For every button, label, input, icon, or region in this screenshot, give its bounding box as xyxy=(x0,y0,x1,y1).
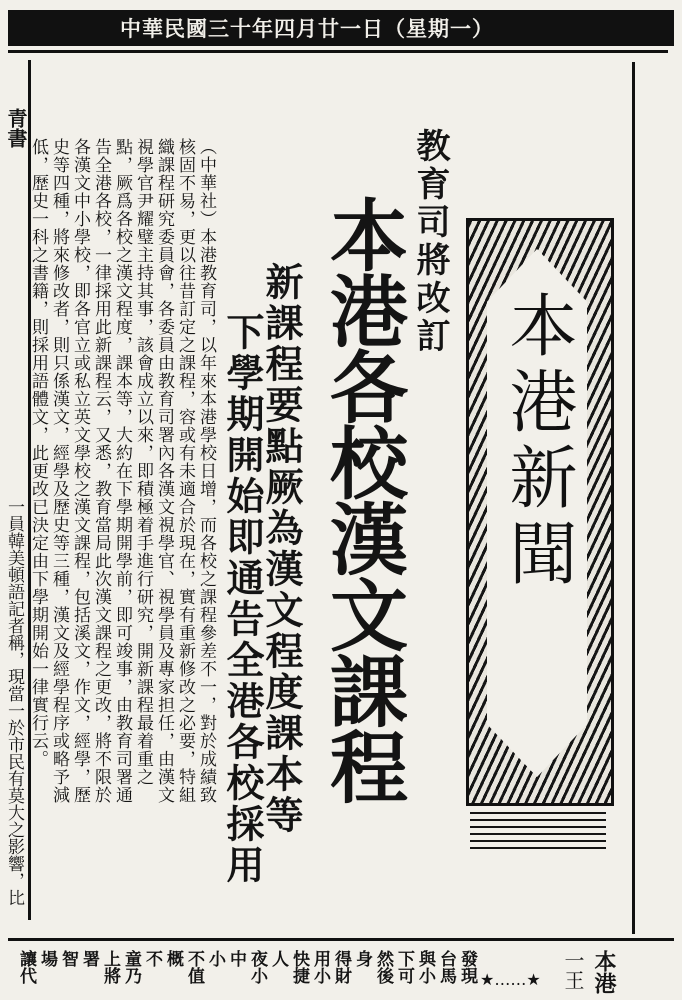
left-column-fragment-top: 青書 xyxy=(4,108,28,148)
date-line: 中華民國三十年四月廿一日（星期一） xyxy=(120,16,494,41)
article-subhead-2: 下學期開始即通告全港各校採用 xyxy=(220,312,265,886)
bottom-star-ornament: ★……★ xyxy=(480,970,541,989)
article-subhead-1: 新課程要點厥為漢文程度課本等 xyxy=(259,262,304,836)
date-header-bar xyxy=(8,10,674,46)
bottom-column-fragment: 概 xyxy=(163,950,183,967)
masthead-title: 本港新聞 xyxy=(498,290,577,594)
bottom-column-fragment: 讓代 xyxy=(16,950,36,984)
bottom-column-fragment: 下可 xyxy=(394,950,414,984)
bottom-column-fragment: 身 xyxy=(352,950,372,967)
bottom-column-fragment: 署 xyxy=(79,950,99,967)
bottom-column-fragment: 中 xyxy=(226,950,246,967)
bottom-column-fragment: 不值 xyxy=(184,950,204,984)
bottom-column-fragment: 童乃 xyxy=(121,950,141,984)
bottom-column-fragment: 智 xyxy=(58,950,78,967)
header-rule xyxy=(8,50,668,53)
article-body: （中華社）本港教育司，以年來本港學校日增，而各校之課程參差不一，對於成績致核固不易，更以往昔訂定之課程，容或有未適合於現在，實有重新修改之必要，特組織課程研究委員會，各委員由教育司署內各漢文視學官、視學員及專家担任，由漢文視學官尹耀璧主持其事，該會成立以來，即積極着手進行研究，開新課程最着重之點，厥爲各校之漢文程度，課本等，大約在下學期開學前，即可竣事，由教育司署通告全港各校，一律採用此新課程云，又悉，教育當局此次漢文課程之更改，將不限於各漢文中小學校，即各官立或私立英文學校之漢文課程，包括溪文，作文，經學，歷史等四種，將來修改者，則只係漢文，經學及歷史等三種，漢文及經學程序或略予減低，歷史一科之書籍，則採用語體文，此更改已決定由下學期開始一律實行云。 xyxy=(28,138,216,804)
bottom-column-fragment: 夜小 xyxy=(247,950,267,984)
left-column-fragment-bottom: 一員韓美頓語記者稱，現當一於市民有莫大之影響，比 xyxy=(4,498,24,906)
bottom-column-fragment: 發現 xyxy=(457,950,477,984)
bottom-column-fragment: 快捷 xyxy=(289,950,309,984)
bottom-column-fragment: 場 xyxy=(37,950,57,967)
bottom-column-fragment: 不 xyxy=(142,950,162,967)
bottom-column-fragment: 上將 xyxy=(100,950,120,984)
bottom-column-fragment: 然後 xyxy=(373,950,393,984)
article-headline: 本港各校漢文課程 xyxy=(317,195,408,803)
article-kicker: 教育司將改訂 xyxy=(410,128,450,356)
bottom-section-title: 本港 xyxy=(591,950,617,994)
bottom-column-fragment: 得財 xyxy=(331,950,351,984)
bottom-column-fragment: 與小 xyxy=(415,950,435,984)
bottom-section-subtitle: 一王 xyxy=(561,950,585,990)
bottom-column-fragment: 小 xyxy=(205,950,225,967)
masthead-ornament xyxy=(470,812,606,854)
bottom-rule xyxy=(8,938,674,941)
bottom-column-fragment: 台馬 xyxy=(436,950,456,984)
bottom-column-fragment: 人 xyxy=(268,950,288,967)
bottom-column-fragment: 用小 xyxy=(310,950,330,984)
